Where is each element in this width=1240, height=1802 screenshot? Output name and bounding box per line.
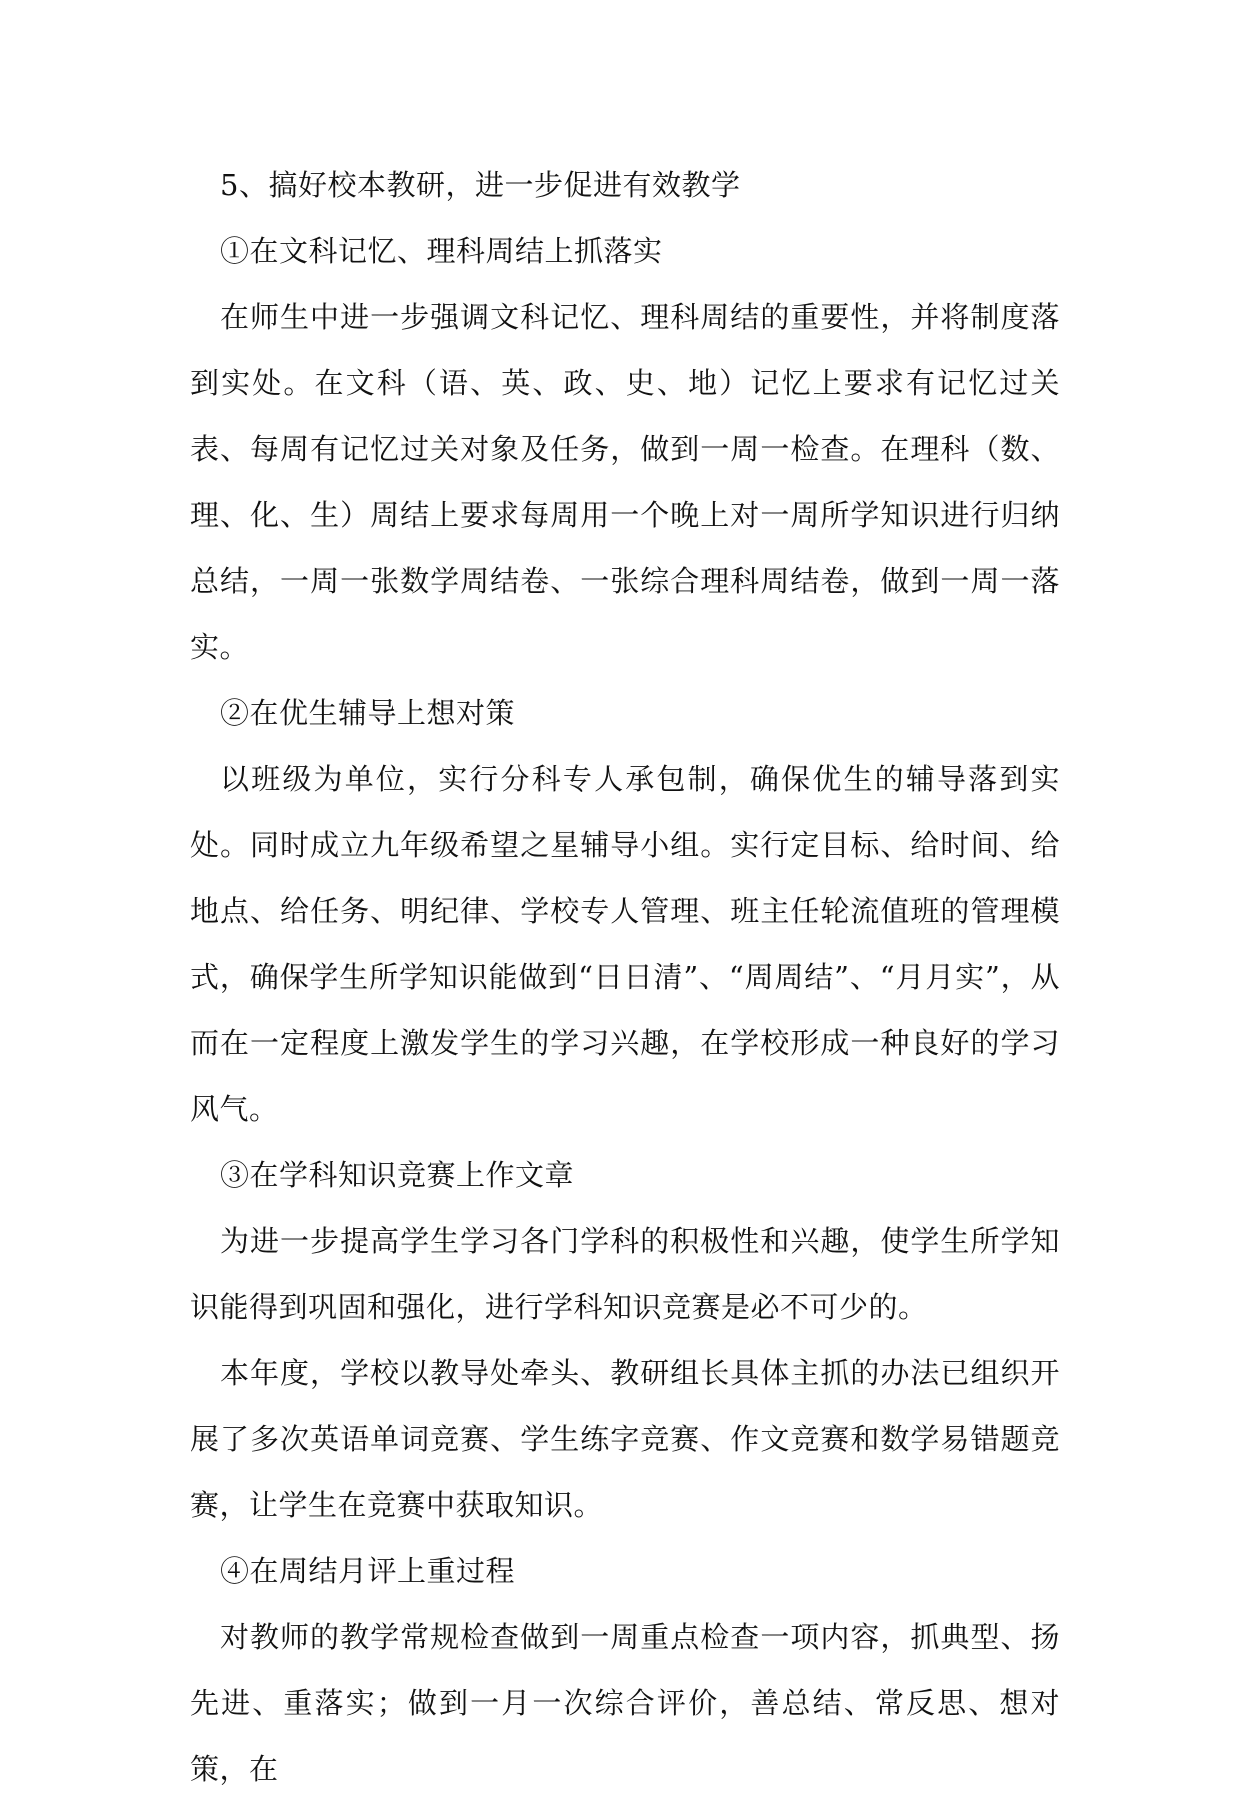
paragraph-memory-summary: 在师生中进一步强调文科记忆、理科周结的重要性，并将制度落到实处。在文科（语、英、政、史、地）记忆上要求有记忆过关表、每周有记忆过关对象及任务，做到一周一检查。在理科（数、理、化、生）周结上要求每周用一个晚上对一周所学知识进行归纳总结，一周一张数学周结卷、一张综合理科周结卷，做到一周一落实。 — [190, 300, 1060, 664]
document-body — [190, 152, 1060, 1802]
section-heading-5: 5、搞好校本教研，进一步促进有效教学 — [220, 168, 741, 202]
paragraph-competition-activities: 本年度，学校以教导处牵头、教研组长具体主抓的办法已组织开展了多次英语单词竞赛、学生练字竞赛、作文竞赛和数学易错题竞赛，让学生在竞赛中获取知识。 — [190, 1356, 1060, 1522]
subheading-1: ①在文科记忆、理科周结上抓落实 — [220, 234, 663, 268]
subheading-4: ④在周结月评上重过程 — [220, 1554, 516, 1588]
paragraph-top-student-tutoring: 以班级为单位，实行分科专人承包制，确保优生的辅导落到实处。同时成立九年级希望之星辅导小组。实行定目标、给时间、给地点、给任务、明纪律、学校专人管理、班主任轮流值班的管理模式，确保学生所学知识能做到“日日清”、“周周结”、“月月实”，从而在一定程度上激发学生的学习兴趣，在学校形成一种良好的学习风气。 — [190, 762, 1060, 1126]
paragraph-competition-purpose: 为进一步提高学生学习各门学科的积极性和兴趣，使学生所学知识能得到巩固和强化，进行学科知识竞赛是必不可少的。 — [190, 1224, 1060, 1324]
subheading-2: ②在优生辅导上想对策 — [220, 696, 516, 730]
subheading-3: ③在学科知识竞赛上作文章 — [220, 1158, 575, 1192]
paragraph-teacher-checks: 对教师的教学常规检查做到一周重点检查一项内容，抓典型、扬先进、重落实；做到一月一次综合评价，善总结、常反思、想对策，在 — [190, 1620, 1060, 1786]
